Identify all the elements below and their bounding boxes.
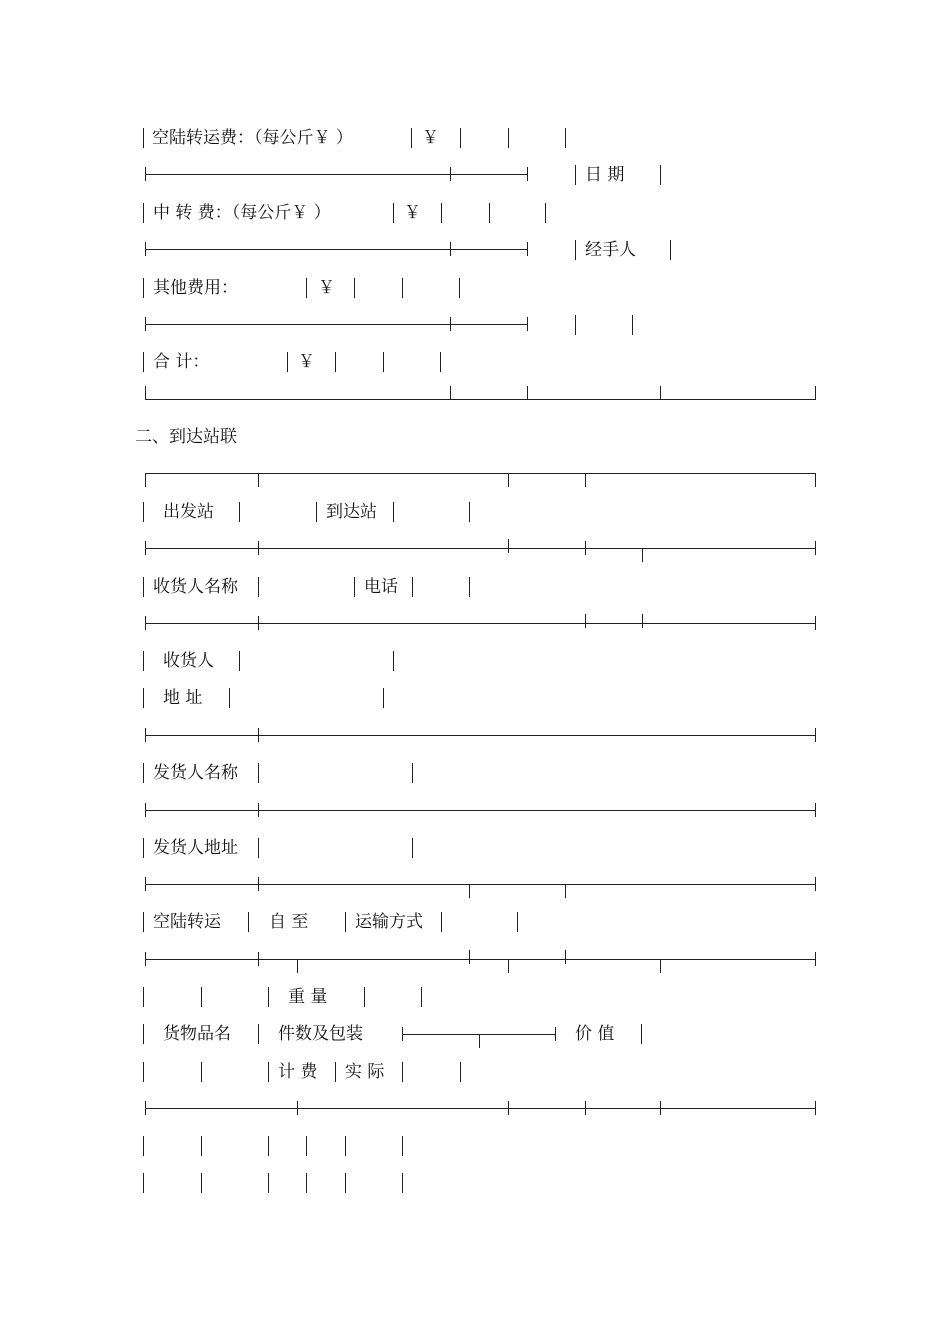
rule-tick xyxy=(815,877,816,891)
cell-border xyxy=(670,240,671,260)
cell-border xyxy=(469,577,470,597)
cell-border xyxy=(460,1062,461,1082)
cell-border xyxy=(268,987,269,1007)
table-rule xyxy=(145,884,815,885)
cell-border xyxy=(393,502,394,522)
cell-border xyxy=(268,1173,269,1193)
cell-border xyxy=(248,912,249,932)
cell-border xyxy=(632,315,633,335)
cell-border xyxy=(402,1136,403,1156)
rule-tick xyxy=(145,473,146,487)
value-label: 价 值 xyxy=(575,1024,615,1044)
rule-tick xyxy=(450,317,451,331)
cell-border xyxy=(258,577,259,597)
rule-tick xyxy=(585,614,586,628)
cell-border xyxy=(143,203,144,223)
cell-border xyxy=(345,1136,346,1156)
cell-border xyxy=(143,912,144,932)
cell-border xyxy=(364,987,365,1007)
table-rule xyxy=(145,623,815,624)
rule-tick xyxy=(258,803,259,817)
rule-tick xyxy=(815,473,816,487)
consignee-address-label: 收货人 xyxy=(163,651,214,671)
table-rule xyxy=(145,249,527,250)
cell-border xyxy=(143,838,144,858)
cell-border xyxy=(306,1136,307,1156)
rule-tick xyxy=(585,1101,586,1115)
cell-border xyxy=(469,502,470,522)
rule-tick xyxy=(815,803,816,817)
billed-weight-label: 计 费 xyxy=(278,1062,318,1082)
rule-tick xyxy=(585,541,586,555)
rule-tick xyxy=(145,616,146,630)
cell-border xyxy=(402,278,403,298)
cell-border xyxy=(143,577,144,597)
cell-border xyxy=(565,128,566,148)
cell-border xyxy=(258,763,259,783)
rule-tick xyxy=(402,1027,403,1041)
rule-tick xyxy=(145,242,146,256)
table-rule xyxy=(145,399,815,400)
cell-border xyxy=(440,352,441,372)
cell-border xyxy=(411,128,412,148)
cell-border xyxy=(143,1024,144,1044)
consignee-name-label: 收货人名称 xyxy=(153,577,238,597)
cell-border xyxy=(143,128,144,148)
cell-border xyxy=(517,912,518,932)
rule-tick xyxy=(642,614,643,628)
rule-tick xyxy=(527,242,528,256)
cell-border xyxy=(239,651,240,671)
rule-tick xyxy=(450,167,451,181)
cell-border xyxy=(575,165,576,185)
cell-border xyxy=(575,240,576,260)
rule-tick xyxy=(450,242,451,256)
cell-border xyxy=(641,1024,642,1044)
rule-tick xyxy=(815,541,816,555)
yen-symbol: ￥ xyxy=(404,203,421,223)
cell-border xyxy=(143,651,144,671)
total-label: 合 计： xyxy=(153,352,210,372)
rule-tick xyxy=(508,959,509,973)
rule-tick xyxy=(508,539,509,553)
other-fees-label: 其他费用： xyxy=(153,278,238,298)
table-rule xyxy=(145,473,815,474)
handler-label: 经手人 xyxy=(585,240,636,260)
consignee-address-label-2: 地 址 xyxy=(163,688,203,708)
table-rule xyxy=(145,810,815,811)
cell-border xyxy=(143,688,144,708)
cell-border xyxy=(545,203,546,223)
cell-border xyxy=(345,912,346,932)
cell-border xyxy=(383,352,384,372)
yen-symbol: ￥ xyxy=(298,352,315,372)
land-air-transfer-label: 空陆转运 xyxy=(153,912,221,932)
cell-border xyxy=(229,688,230,708)
rule-tick xyxy=(258,877,259,891)
table-rule xyxy=(145,174,527,175)
cell-border xyxy=(460,128,461,148)
cell-border xyxy=(143,502,144,522)
cell-border xyxy=(258,1024,259,1044)
rule-tick xyxy=(297,1101,298,1115)
cell-border xyxy=(201,1062,202,1082)
rule-tick xyxy=(642,548,643,562)
cell-border xyxy=(575,315,576,335)
land-transfer-fee-label: 空陆转运费：（每公斤￥ ） xyxy=(152,128,353,148)
table-rule xyxy=(145,324,527,325)
cell-border xyxy=(412,763,413,783)
cell-border xyxy=(316,502,317,522)
cell-border xyxy=(393,651,394,671)
rule-tick xyxy=(660,1101,661,1115)
cell-border xyxy=(459,278,460,298)
cell-border xyxy=(287,352,288,372)
rule-tick xyxy=(258,541,259,555)
cell-border xyxy=(441,912,442,932)
rule-tick xyxy=(145,803,146,817)
rule-tick xyxy=(815,728,816,742)
cell-border xyxy=(441,203,442,223)
cell-border xyxy=(201,1136,202,1156)
cell-border xyxy=(201,1173,202,1193)
rule-tick xyxy=(258,473,259,487)
rule-tick xyxy=(815,1101,816,1115)
cell-border xyxy=(268,1136,269,1156)
cell-border xyxy=(354,278,355,298)
rule-tick xyxy=(508,1101,509,1115)
table-rule xyxy=(145,959,815,960)
rule-tick xyxy=(145,877,146,891)
cell-border xyxy=(306,278,307,298)
rule-tick xyxy=(258,728,259,742)
rule-tick xyxy=(565,884,566,898)
rule-tick xyxy=(660,959,661,973)
from-to-label: 自 至 xyxy=(269,912,309,932)
departure-station-label: 出发站 xyxy=(163,502,214,522)
transport-mode-label: 运输方式 xyxy=(355,912,423,932)
rule-tick xyxy=(585,473,586,487)
cell-border xyxy=(412,838,413,858)
cell-border xyxy=(239,502,240,522)
weight-label: 重 量 xyxy=(288,987,328,1007)
cell-border xyxy=(143,987,144,1007)
cell-border xyxy=(412,577,413,597)
cell-border xyxy=(143,1136,144,1156)
rule-tick xyxy=(450,386,451,400)
cell-border xyxy=(143,352,144,372)
table-rule xyxy=(145,735,815,736)
phone-label: 电话 xyxy=(364,577,398,597)
cell-border xyxy=(660,165,661,185)
rule-tick xyxy=(815,952,816,966)
rule-tick xyxy=(258,616,259,630)
pieces-packing-label: 件数及包装 xyxy=(278,1024,363,1044)
actual-weight-label: 实 际 xyxy=(345,1062,385,1082)
cell-border xyxy=(345,1173,346,1193)
rule-tick xyxy=(145,728,146,742)
cell-border xyxy=(354,577,355,597)
rule-tick xyxy=(555,1027,556,1041)
cell-border xyxy=(402,1062,403,1082)
cell-border xyxy=(383,688,384,708)
cell-border xyxy=(306,1173,307,1193)
rule-tick xyxy=(145,541,146,555)
cell-border xyxy=(335,1062,336,1082)
rule-tick xyxy=(815,616,816,630)
section-title: 二、到达站联 xyxy=(135,427,237,447)
arrival-station-label: 到达站 xyxy=(326,502,377,522)
yen-symbol: ￥ xyxy=(422,128,439,148)
rule-tick xyxy=(297,959,298,973)
cell-border xyxy=(489,203,490,223)
cell-border xyxy=(143,763,144,783)
transit-fee-label: 中 转 费：（每公斤￥ ） xyxy=(153,203,331,223)
cell-border xyxy=(268,1062,269,1082)
yen-symbol: ￥ xyxy=(318,278,335,298)
cell-border xyxy=(258,838,259,858)
table-rule xyxy=(145,1108,815,1109)
rule-tick xyxy=(527,386,528,400)
rule-tick xyxy=(508,473,509,487)
cell-border xyxy=(201,987,202,1007)
cell-border xyxy=(508,128,509,148)
cell-border xyxy=(393,203,394,223)
rule-tick xyxy=(815,386,816,400)
rule-tick xyxy=(469,950,470,964)
rule-tick xyxy=(145,167,146,181)
shipper-address-label: 发货人地址 xyxy=(153,838,238,858)
rule-tick xyxy=(258,952,259,966)
rule-tick xyxy=(145,386,146,400)
rule-tick xyxy=(469,884,470,898)
table-rule xyxy=(145,548,815,549)
rule-tick xyxy=(479,1034,480,1048)
rule-tick xyxy=(660,386,661,400)
cell-border xyxy=(421,987,422,1007)
cell-border xyxy=(402,1173,403,1193)
rule-tick xyxy=(527,167,528,181)
cell-border xyxy=(143,278,144,298)
rule-tick xyxy=(565,950,566,964)
rule-tick xyxy=(145,952,146,966)
rule-tick xyxy=(145,1101,146,1115)
goods-name-label: 货物品名 xyxy=(163,1024,231,1044)
rule-tick xyxy=(527,317,528,331)
rule-tick xyxy=(145,317,146,331)
cell-border xyxy=(143,1173,144,1193)
cell-border xyxy=(143,1062,144,1082)
cell-border xyxy=(335,352,336,372)
shipper-name-label: 发货人名称 xyxy=(153,763,238,783)
date-label: 日 期 xyxy=(585,165,625,185)
